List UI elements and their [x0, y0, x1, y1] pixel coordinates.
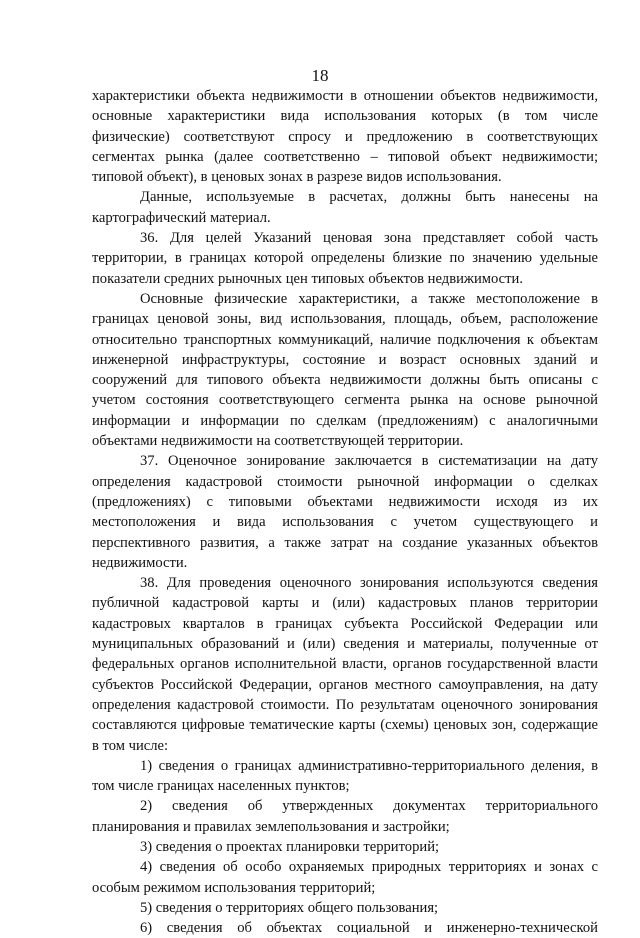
list-item-2: 2) сведения об утвержденных документах территориального планирования и правилах землепользования и застройки;: [92, 798, 598, 835]
list-item-5: 5) сведения о территориях общего пользования;: [140, 899, 439, 916]
document-body: [92, 86, 598, 938]
paragraph-36: 36. Для целей Указаний ценовая зона представляет собой часть территории, в границах которой определены близкие по значению удельные показатели средних рыночных цен типовых объектов недвижимости.: [92, 230, 598, 287]
list-item-4: 4) сведения об особо охраняемых природных территориях и зонах с особым режимом использования территорий;: [92, 859, 598, 896]
list-item-6: 6) сведения об объектах социальной и инженерно-технической: [140, 920, 598, 937]
paragraph-data-note: Данные, используемые в расчетах, должны быть нанесены на картографический материал.: [92, 189, 598, 226]
paragraph-38: 38. Для проведения оценочного зонирования используются сведения публичной кадастровой карты и (или) кадастровых планов территории кадастровых кварталов в границах субъекта Российской Федерации или муниципальных образований и (или) сведения и материалы, полученные от федеральных органов исполнительной власти, органов государственной власти субъектов Российской Федерации, органов местного самоуправления, на дату определения кадастровой стоимости. По результатам оценочного зонирования составляются цифровые тематические карты (схемы) ценовых зон, содержащие в том числе:: [92, 575, 598, 754]
page-number: 18: [311, 66, 329, 85]
list-item-3: 3) сведения о проектах планировки территорий;: [140, 838, 440, 855]
paragraph-continuation: характеристики объекта недвижимости в отношении объектов недвижимости, основные характеристики вида использования которых (в том числе физические) соответствуют спросу и предложению в соответствующих сегментах рынка (далее соответственно – типовой объект недвижимости; типовой объект), в ценовых зонах в разрезе видов использования.: [92, 88, 598, 186]
list-item-1: 1) сведения о границах административно-территориального деления, в том числе границах населенных пунктов;: [92, 757, 598, 795]
paragraph-basic-characteristics: Основные физические характеристики, а также местоположение в границах ценовой зоны, вид использования, площадь, объем, расположение относительно транспортных коммуникаций, наличие подключения к объектам инженерной инфраструктуры, состояние и возраст основных зданий и сооружений для типового объекта недвижимости должны быть описаны с учетом состояния соответствующего сегмента рынка на основе рыночной информации и информации по сделкам (предложениям) с аналогичными объектами недвижимости на соответствующей территории.: [92, 290, 598, 450]
paragraph-37: 37. Оценочное зонирование заключается в систематизации на дату определения кадастровой стоимости рыночной информации о сделках (предложениях) с типовыми объектами недвижимости исходя из их местоположения и вида использования с учетом существующего и перспективного развития, а также затрат на создание указанных объектов недвижимости.: [92, 453, 598, 571]
